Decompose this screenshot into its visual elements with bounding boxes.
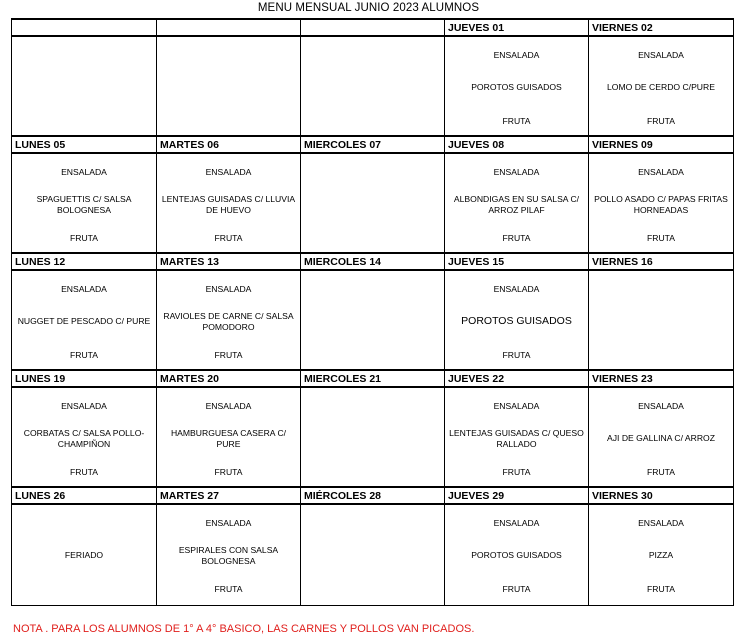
day-cell <box>12 504 157 606</box>
page-title: MENU MENSUAL JUNIO 2023 ALUMNOS <box>257 2 480 14</box>
menu-line: FRUTA <box>214 233 243 243</box>
menu-line: ENSALADA <box>61 167 107 177</box>
day-header: MARTES 13 <box>157 253 301 270</box>
menu-line: ENSALADA <box>493 401 540 411</box>
week-header-row <box>12 19 734 36</box>
week-menu-row <box>12 504 734 606</box>
menu-line: ENSALADA <box>493 167 540 177</box>
menu-line: FRUTA <box>646 233 675 243</box>
day-cell <box>589 504 734 606</box>
menu-line: ENSALADA <box>638 401 684 411</box>
menu-line: FRUTA <box>646 584 675 594</box>
day-header: JUEVES 01 <box>445 19 589 36</box>
day-cell <box>589 387 734 487</box>
day-cell <box>157 387 301 487</box>
menu-line: FRUTA <box>69 233 98 243</box>
menu-line: ENSALADA <box>205 284 252 294</box>
day-cell <box>157 270 301 370</box>
menu-line: FRUTA <box>502 467 531 477</box>
day-cell <box>445 270 589 370</box>
day-cell <box>445 504 589 606</box>
day-cell <box>589 153 734 253</box>
day-cell <box>12 387 157 487</box>
menu-line: FRUTA <box>646 116 675 126</box>
menu-line: CORBATAS C/ SALSA POLLO-CHAMPIÑON <box>23 428 145 449</box>
day-header: MARTES 20 <box>157 370 301 387</box>
menu-line: FRUTA <box>214 584 243 594</box>
day-header: MIÉRCOLES 28 <box>301 487 445 504</box>
day-cell <box>301 36 445 136</box>
menu-line: ENSALADA <box>61 284 107 294</box>
day-cell <box>157 504 301 606</box>
day-cell <box>301 387 445 487</box>
menu-line: ENSALADA <box>638 518 684 528</box>
menu-line: FRUTA <box>502 233 531 243</box>
day-cell <box>445 153 589 253</box>
menu-line: ENSALADA <box>493 50 540 60</box>
menu-line: HAMBURGUESA CASERA C/ PURE <box>170 428 287 449</box>
menu-line: LOMO DE CERDO C/PURE <box>607 82 715 92</box>
day-header: VIERNES 02 <box>589 19 734 36</box>
day-header <box>301 19 445 36</box>
day-header: VIERNES 16 <box>589 253 734 270</box>
menu-line: ENSALADA <box>61 401 107 411</box>
day-header: JUEVES 22 <box>445 370 589 387</box>
day-header <box>157 19 301 36</box>
day-cell <box>445 36 589 136</box>
day-header: JUEVES 29 <box>445 487 589 504</box>
menu-line: FRUTA <box>69 350 98 360</box>
week-header-row <box>12 487 734 504</box>
day-cell <box>12 270 157 370</box>
day-cell <box>157 153 301 253</box>
menu-line: LENTEJAS GUISADAS C/ QUESO RALLADO <box>449 428 584 449</box>
menu-line: ENSALADA <box>205 167 252 177</box>
menu-line: FRUTA <box>502 116 531 126</box>
week-header-row <box>12 253 734 270</box>
day-header: LUNES 05 <box>12 136 157 153</box>
menu-line: ALBONDIGAS EN SU SALSA C/ ARROZ PILAF <box>453 194 580 215</box>
day-header: VIERNES 30 <box>589 487 734 504</box>
menu-table <box>11 18 734 606</box>
day-header: LUNES 12 <box>12 253 157 270</box>
menu-line: POROTOS GUISADOS <box>471 550 562 560</box>
day-header: MIERCOLES 07 <box>301 136 445 153</box>
day-cell <box>157 36 301 136</box>
menu-line: POROTOS GUISADOS <box>471 82 562 92</box>
menu-line: SPAGUETTIS C/ SALSA BOLOGNESA <box>36 194 132 215</box>
menu-line: ENSALADA <box>493 518 540 528</box>
day-cell <box>12 36 157 136</box>
menu-line: FRUTA <box>214 467 243 477</box>
footnote: NOTA . PARA LOS ALUMNOS DE 1° A 4° BASICO, LAS CARNES Y POLLOS VAN PICADOS. <box>13 623 475 635</box>
day-header <box>12 19 157 36</box>
menu-line: PIZZA <box>648 550 674 560</box>
menu-line: RAVIOLES DE CARNE C/ SALSA POMODORO <box>163 311 294 332</box>
week-menu-row <box>12 153 734 253</box>
day-header: MARTES 06 <box>157 136 301 153</box>
day-header: MARTES 27 <box>157 487 301 504</box>
menu-line: AJI DE GALLINA C/ ARROZ <box>607 433 715 443</box>
day-cell <box>301 270 445 370</box>
menu-line: ENSALADA <box>638 50 684 60</box>
menu-line: ENSALADA <box>638 167 684 177</box>
day-header: MIERCOLES 14 <box>301 253 445 270</box>
day-header: JUEVES 08 <box>445 136 589 153</box>
menu-line: NUGGET DE PESCADO C/ PURE <box>17 316 151 326</box>
week-header-row <box>12 370 734 387</box>
day-header: VIERNES 23 <box>589 370 734 387</box>
day-cell <box>12 153 157 253</box>
day-header: LUNES 19 <box>12 370 157 387</box>
menu-line: LENTEJAS GUISADAS C/ LLUVIA DE HUEVO <box>161 194 296 215</box>
menu-line: FRUTA <box>502 350 531 360</box>
menu-line: POLLO ASADO C/ PAPAS FRITAS HORNEADAS <box>594 194 728 215</box>
week-menu-row <box>12 387 734 487</box>
day-cell <box>445 387 589 487</box>
day-cell <box>301 153 445 253</box>
menu-line: ENSALADA <box>205 518 252 528</box>
day-header: VIERNES 09 <box>589 136 734 153</box>
menu-line: ESPIRALES CON SALSA BOLOGNESA <box>178 545 279 566</box>
menu-line: FRUTA <box>69 467 98 477</box>
day-cell <box>589 270 734 370</box>
menu-line: ENSALADA <box>493 284 540 294</box>
week-menu-row <box>12 270 734 370</box>
day-header: LUNES 26 <box>12 487 157 504</box>
day-cell <box>301 504 445 606</box>
week-header-row <box>12 136 734 153</box>
menu-line: FRUTA <box>646 467 675 477</box>
menu-line: ENSALADA <box>205 401 252 411</box>
day-cell <box>589 36 734 136</box>
week-menu-row <box>12 36 734 136</box>
day-header: MIERCOLES 21 <box>301 370 445 387</box>
menu-line: FERIADO <box>64 550 104 560</box>
day-header: JUEVES 15 <box>445 253 589 270</box>
menu-line: FRUTA <box>214 350 243 360</box>
menu-line: POROTOS GUISADOS <box>461 315 572 327</box>
menu-line: FRUTA <box>502 584 531 594</box>
